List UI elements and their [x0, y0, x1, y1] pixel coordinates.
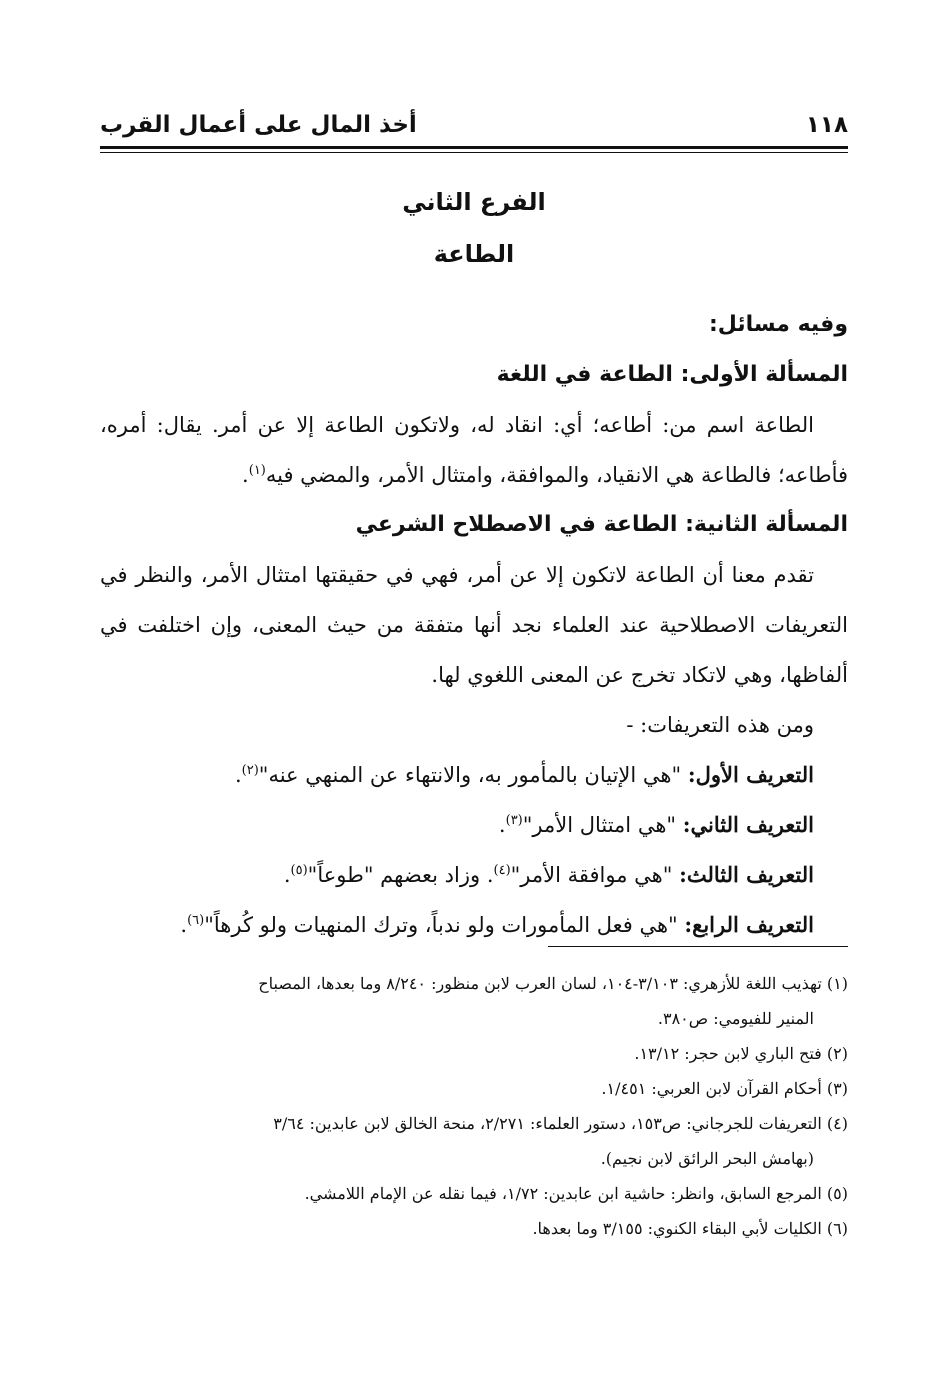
- definition-3-mid: . وزاد بعضهم "طوعاً": [307, 863, 494, 887]
- definition-3-end: .: [283, 863, 291, 887]
- definition-3: [100, 850, 848, 900]
- definition-1-text: "هي الإتيان بالمأمور به، والانتهاء عن المنهي عنه": [258, 763, 682, 787]
- running-title: أخذ المال على أعمال القرب: [100, 112, 417, 138]
- footnote-4-continuation: (بهامش البحر الرائق لابن نجيم).: [600, 1149, 814, 1168]
- definition-4-end: .: [180, 913, 188, 937]
- footnote-ref-1: (١): [248, 463, 266, 478]
- main-text: [100, 300, 848, 950]
- footnote-4: (٤) التعريفات للجرجاني: ص١٥٣، دستور العلماء: ٢/٢٧١، منحة الخالق لابن عابدين: ٣/٦٤: [273, 1114, 848, 1133]
- footnote-5: (٥) المرجع السابق، وانظر: حاشية ابن عابدين: ١/٧٢، فيما نقله عن الإمام اللامشي.: [304, 1184, 848, 1203]
- definition-2: [100, 800, 848, 850]
- definition-2-label: التعريف الثاني:: [682, 812, 814, 837]
- footnote-1-continuation: المنير للفيومي: ص٣٨٠.: [657, 1009, 814, 1028]
- footnote-ref-5: (٥): [290, 863, 308, 878]
- question-1-title: المسألة الأولى: الطاعة في اللغة: [496, 362, 848, 387]
- definition-3-label: التعريف الثالث:: [679, 862, 814, 887]
- definition-1: [100, 750, 848, 800]
- definition-3-text: "هي موافقة الأمر": [510, 863, 673, 887]
- footnote-1: (١) تهذيب اللغة للأزهري: ٣/١٠٣-١٠٤، لسان العرب لابن منظور: ٨/٢٤٠ وما بعدها، المصباح: [258, 974, 848, 993]
- footnote-ref-2: (٢): [241, 763, 259, 778]
- question-1-text: الطاعة اسم من: أطاعه؛ أي: انقاد له، ولاتكون الطاعة إلا عن أمر. يقال: أمره، فأطاعه؛ فالطاعة هي الانقياد، والموافقة، وامتثال الأمر، والمضي فيه: [100, 413, 848, 487]
- footnote-3: (٣) أحكام القرآن لابن العربي: ١/٤٥١.: [601, 1079, 848, 1098]
- footnote-ref-4: (٤): [493, 863, 511, 878]
- question-1-end: .: [242, 463, 249, 487]
- header-rule-thin: [100, 152, 848, 153]
- definitions-intro: ومن هذه التعريفات: -: [626, 713, 814, 737]
- page-header: [100, 106, 848, 144]
- footnote-6: (٦) الكليات لأبي البقاء الكنوي: ٣/١٥٥ وما بعدها.: [532, 1219, 848, 1238]
- footnote-2: (٢) فتح الباري لابن حجر: ١٣/١٢.: [634, 1044, 848, 1063]
- definition-4-label: التعريف الرابع:: [684, 912, 814, 937]
- question-1-paragraph: [100, 400, 848, 500]
- question-2-paragraph: تقدم معنا أن الطاعة لاتكون إلا عن أمر، فهي في حقيقتها امتثال الأمر، والنظر في التعريفات الاصطلاحية عند العلماء نجد أنها متفقة من حيث المعنى، وإن اختلفت في ألفاظها، وهي لاتكاد تخرج عن المعنى اللغوي لها.: [100, 563, 848, 687]
- footnotes: [100, 966, 848, 1246]
- footnote-separator: [548, 946, 848, 947]
- question-2-title: المسألة الثانية: الطاعة في الاصطلاح الشرعي: [355, 512, 848, 537]
- page-number: ١١٨: [805, 112, 848, 138]
- definition-2-text: "هي امتثال الأمر": [522, 813, 677, 837]
- definition-1-label: التعريف الأول:: [687, 762, 814, 787]
- footnote-ref-3: (٣): [505, 813, 523, 828]
- definition-4-text: "هي فعل المأمورات ولو ندباً، وترك المنهيات ولو كُرهاً": [204, 913, 678, 937]
- footnote-ref-6: (٦): [187, 913, 205, 928]
- intro-line: وفيه مسائل:: [708, 312, 848, 337]
- header-rule: [100, 146, 848, 149]
- topic-heading: الطاعة: [433, 240, 515, 268]
- definition-2-end: .: [498, 813, 506, 837]
- definition-1-end: .: [234, 763, 242, 787]
- definition-4: [100, 900, 848, 950]
- branch-heading: الفرع الثاني: [402, 188, 546, 216]
